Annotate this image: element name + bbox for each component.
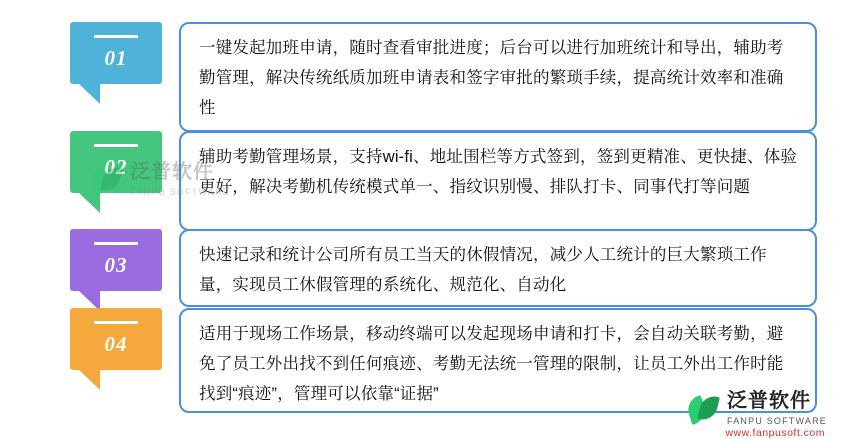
watermark-url: www.fanpusoft.com bbox=[725, 427, 825, 439]
content-card-02 bbox=[179, 131, 817, 231]
content-card-04 bbox=[179, 308, 817, 413]
step-badge-03 bbox=[70, 229, 162, 291]
list-item bbox=[0, 308, 845, 413]
list-item bbox=[0, 229, 845, 314]
badge-bar-icon bbox=[94, 242, 138, 245]
watermark-name-en: FANPU SOFTWARE bbox=[727, 416, 827, 427]
badge-number: 02 bbox=[104, 155, 128, 179]
watermark-name-cn: 泛普软件 bbox=[130, 161, 214, 183]
badge-wrapper-02 bbox=[70, 131, 162, 193]
badge-number: 03 bbox=[104, 253, 128, 277]
content-card-03 bbox=[179, 229, 817, 307]
step-badge-04 bbox=[70, 308, 162, 370]
badge-wrapper-03 bbox=[70, 229, 162, 291]
badge-bar-icon bbox=[94, 144, 138, 147]
watermark-name-cn: 泛普软件 bbox=[727, 390, 812, 413]
content-card-01 bbox=[179, 22, 817, 132]
list-item bbox=[0, 131, 845, 231]
badge-tail-icon bbox=[78, 83, 100, 104]
badge-wrapper-04 bbox=[70, 308, 162, 370]
content-text: 快速记录和统计公司所有员工当天的休假情况，减少人工统计的巨大繁琐工作量，实现员工休假管理的系统化、规范化、自动化 bbox=[199, 246, 767, 294]
content-text: 一键发起加班申请，随时查看审批进度；后台可以进行加班统计和导出，辅助考勤管理，解决传统纸质加班申请表和签字审批的繁琐手续，提高统计效率和准确性 bbox=[199, 39, 784, 117]
badge-tail-icon bbox=[78, 369, 100, 390]
list-item bbox=[0, 22, 845, 132]
watermark-name-en: FANPU SOFTWARE bbox=[130, 187, 230, 197]
badge-bar-icon bbox=[94, 321, 138, 324]
badge-number: 01 bbox=[104, 46, 128, 70]
content-text: 适用于现场工作场景，移动终端可以发起现场申请和打卡，会自动关联考勤，避免了员工外出找不到任何痕迹、考勤无法统一管理的限制，让员工外出工作时能找到“痕迹”，管理可以依靠“证据” bbox=[199, 325, 784, 403]
badge-wrapper-01 bbox=[70, 22, 162, 84]
content-text: 辅助考勤管理场景，支持wi-fi、地址围栏等方式签到，签到更精准、更快捷、体验更好，解决考勤机传统模式单一、指纹识别慢、排队打卡、同事代打等问题 bbox=[199, 148, 798, 196]
badge-bar-icon bbox=[94, 35, 138, 38]
badge-tail-icon bbox=[78, 192, 100, 213]
step-badge-01 bbox=[70, 22, 162, 84]
step-badge-02 bbox=[70, 131, 162, 193]
badge-number: 04 bbox=[104, 332, 128, 356]
